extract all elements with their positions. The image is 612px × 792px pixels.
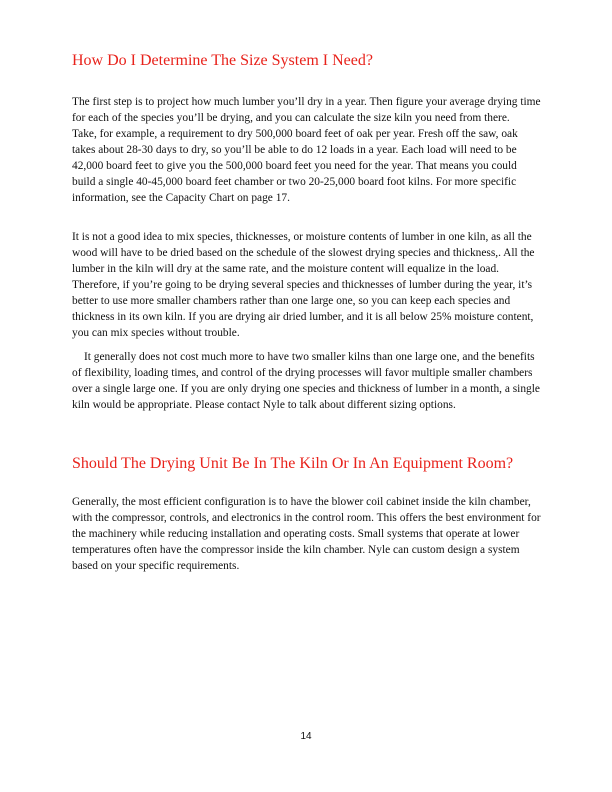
paragraph-line-example: Take, for example, a requirement to dry 500,000 board feet of oak per year. Fresh off the saw, oak takes about 28-30 days to dry, so you’ll be able to do 12 loads in a year. Each load will need to be 42,000 board feet to give you the 500,000 board feet you need for the year. That means you could build a single 40-45,000 board feet chamber or two 20-25,000 board foot kilns. For more specific information, see the Capacity Chart on page 17. xyxy=(72,128,518,204)
section-heading-size-system: How Do I Determine The Size System I Need? xyxy=(72,52,373,69)
paragraph-mixing-species: It is not a good idea to mix species, thicknesses, or moisture contents of lumber in one kiln, as all the wood will have to be dried based on the schedule of the slowest drying species and thickness,. All the lumber in the kiln will dry at the same rate, and the moisture content will equalize in the load. Therefore, if you’re going to be drying several species and thicknesses of lumber during the year, it’s better to use more smaller chambers rather than one large one, so you can keep each species and thickness in its own kiln. If you are drying air dried lumber, and it is all below 25% moisture content, you can mix species without trouble. xyxy=(72,231,535,339)
page-number: 14 xyxy=(300,731,312,742)
paragraph-smaller-kilns: It generally does not cost much more to have two smaller kilns than one large one, and the benefits of flexibility, loading times, and control of the drying processes will favor multiple smaller chambers over a single large one. If you are only drying one species and thickness of lumber in a month, a single kiln would be appropriate. Please contact Nyle to talk about different sizing options. xyxy=(72,351,540,411)
paragraph-configuration: Generally, the most efficient configuration is to have the blower coil cabinet inside the kiln chamber, with the compressor, controls, and electronics in the control room. This offers the best environment for the machinery while reducing installation and operating costs. Small systems that operate at lower temperatures often have the compressor inside the kiln chamber. Nyle can custom design a system based on your specific requirements. xyxy=(72,496,541,572)
paragraph-first-step xyxy=(72,94,542,206)
paragraph-line-project: The first step is to project how much lumber you’ll dry in a year. Then figure your average drying time for each of the species you’ll be drying, and you can calculate the size kiln you need from there. xyxy=(72,96,541,124)
section-heading-drying-unit: Should The Drying Unit Be In The Kiln Or In An Equipment Room? xyxy=(72,455,514,472)
